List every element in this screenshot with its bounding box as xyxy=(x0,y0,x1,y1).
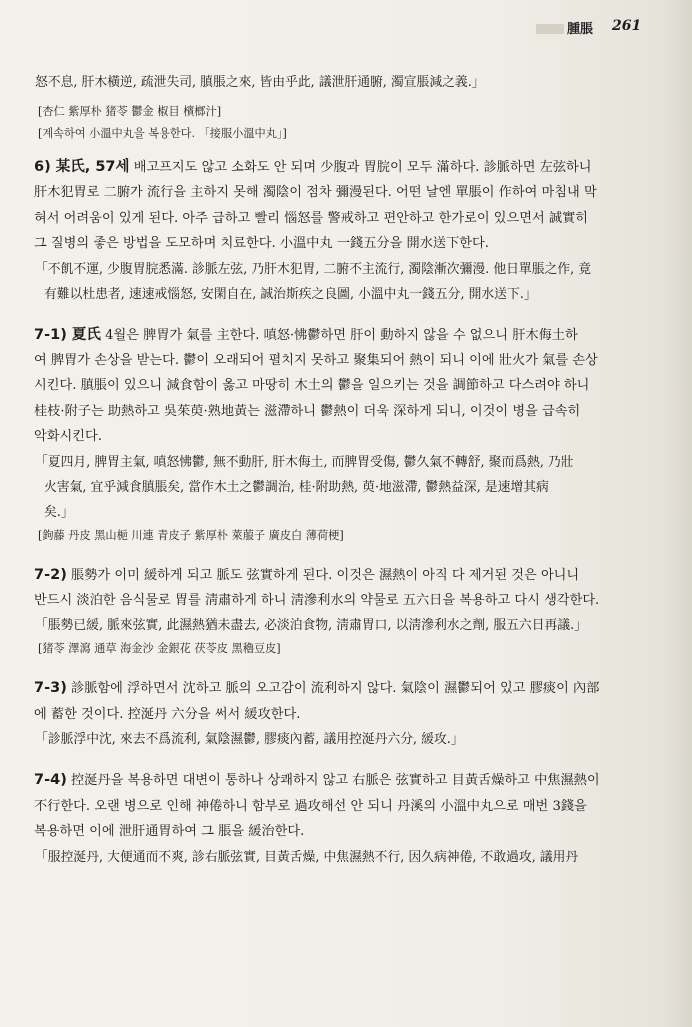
body-text: 배고프지도 않고 소화도 안 되며 少腹과 胃脘이 모두 滿하다. 診脈하면 左弦하니 xyxy=(129,160,592,175)
body-text: 脹勢가 이미 緩하게 되고 脈도 弦實하게 된다. 이것은 濕熱이 아직 다 제거된 것은 아니니 xyxy=(66,567,580,583)
case-7-4 xyxy=(34,768,650,869)
body-text: 여 脾胃가 손상을 받는다. 鬱이 오래되어 펼치지 못하고 聚集되어 熱이 되니 이에 壯火가 氣를 손상 xyxy=(34,353,598,369)
quote-line: 「服控涎丹, 大便通而不爽, 診右脈弦實, 目黃舌燥, 中焦濕熱不行, 因久病神倦, 不敢過攻, 議用丹 xyxy=(35,849,579,865)
header-faded-mark xyxy=(536,24,564,34)
body-text: 4월은 脾胃가 氣를 主한다. 嗔怒·怫鬱하면 肝이 動하지 않을 수 없으니 肝木侮土하 xyxy=(100,327,578,343)
quote-line: 「不飢不運, 少腹胃脘悉滿. 診脈左弦, 乃肝木犯胃, 二腑不主流行, 濁陰漸次彌漫. 他日單脹之作, 竟 xyxy=(35,261,592,277)
body-text: 복용하면 이에 泄肝通胃하여 그 脹을 緩治한다. xyxy=(34,824,305,840)
body-text: 그 질병의 좋은 방법을 도모하며 치료한다. 小溫中丸 一錢五分을 開水送下한다. xyxy=(34,236,489,252)
body-text: 控涎丹을 복용하면 대변이 통하나 상쾌하지 않고 右脈은 弦實하고 目黃舌燥하고 中焦濕熱이 xyxy=(66,773,600,789)
case-heading: 7-3) xyxy=(34,680,67,697)
page-number: 261 xyxy=(612,18,642,34)
case-7-1 xyxy=(34,323,650,547)
case-heading: 7-4) xyxy=(34,772,67,789)
body-text: 혀서 어려움이 있게 된다. 아주 급하고 빨리 惱怒를 警戒하고 편안하고 한가로이 있으면서 誠實히 xyxy=(34,210,589,226)
body-text: 반드시 淡泊한 음식물로 胃를 淸肅하게 하니 淸滲利水의 약물로 五六日을 복용하고 다시 생각한다. xyxy=(34,593,600,609)
quote-line: 「夏四月, 脾胃主氣, 嗔怒怫鬱, 無不動肝, 肝木侮土, 而脾胃受傷, 鬱久氣不轉舒, 聚而爲熱, 乃壯 xyxy=(35,454,574,470)
case-heading: 6) 某氏, 57세 xyxy=(34,159,130,175)
quote-line: 矣.」 xyxy=(44,504,74,520)
body-text: 肝木犯胃로 二腑가 流行을 主하지 못해 濁陰이 점차 彌漫된다. 어떤 날엔 單脹이 作하여 마침내 막 xyxy=(34,185,597,201)
body-text: 악화시킨다. xyxy=(34,429,102,445)
case-7-2 xyxy=(34,563,650,661)
case-heading: 7-1) 夏氏 xyxy=(34,326,101,343)
page-edge-shadow xyxy=(662,0,692,1027)
page-header xyxy=(0,18,692,42)
quote-line: 有難以杜患者, 速速戒惱怒, 安閑自在, 誠治斯疾之良圖, 小溫中丸一錢五分, 開水送下.」 xyxy=(44,286,537,302)
quote-line: 火害氣, 宜乎減食䐜脹矣, 當作木土之鬱調治, 桂·附助熱, 萸·地滋滯, 鬱熱益深, 是速增其病 xyxy=(44,479,549,495)
body-text: 시킨다. 䐜脹이 있으니 減食함이 옳고 마땅히 木土의 鬱을 일으키는 것을 調節하고 다스려야 하니 xyxy=(34,378,590,394)
quote-line: 怒不息, 肝木橫逆, 疏泄失司, 䐜脹之來, 皆由乎此, 議泄肝通腑, 濁宣脹減之義.」 xyxy=(35,75,485,90)
case-7-3 xyxy=(34,676,650,752)
body-text: 에 蓄한 것이다. 控涎丹 六分을 써서 緩攻한다. xyxy=(34,706,301,722)
herb-list: [猪苓 澤瀉 通草 海金沙 金銀花 茯苓皮 黑穭豆皮] xyxy=(38,642,281,656)
body-text: 桂枝·附子는 助熱하고 吳茱萸·熟地黃는 滋滯하니 鬱熱이 더욱 深하게 되니, 이것이 병을 급속히 xyxy=(34,403,581,419)
body-text: 不行한다. 오랜 병으로 인해 神倦하니 함부로 過攻해선 안 되니 丹溪의 小溫中丸으로 매번 3錢을 xyxy=(34,798,587,814)
quote-line: 「診脈浮中沈, 來去不爲流利, 氣陰濕鬱, 膠痰內蓄, 議用控涎丹六分, 緩攻.」 xyxy=(35,732,464,748)
page-body xyxy=(34,70,650,870)
herb-list: [杏仁 紫厚朴 猪苓 鬱金 椒目 檳榔汁] xyxy=(38,105,222,118)
continuation-note: [계속하여 小溫中丸을 복용한다. 「接服小溫中丸」] xyxy=(38,127,287,140)
body-text: 診脈함에 浮하면서 沈하고 脈의 오고감이 流利하지 않다. 氣陰이 濕鬱되어 있고 膠痰이 內部 xyxy=(66,681,600,697)
quote-line: 「脹勢已緩, 脈來弦實, 此濕熱猶未盡去, 必淡泊食物, 淸肅胃口, 以淸滲利水之劑, 服五六日再議.」 xyxy=(35,618,587,634)
case-heading: 7-2) xyxy=(34,566,67,583)
case-6 xyxy=(34,155,650,307)
herb-list: [鉤藤 丹皮 黑山梔 川連 青皮子 紫厚朴 萊菔子 廣皮白 薄荷梗] xyxy=(38,528,344,542)
chapter-title: 腫脹 xyxy=(567,22,594,37)
